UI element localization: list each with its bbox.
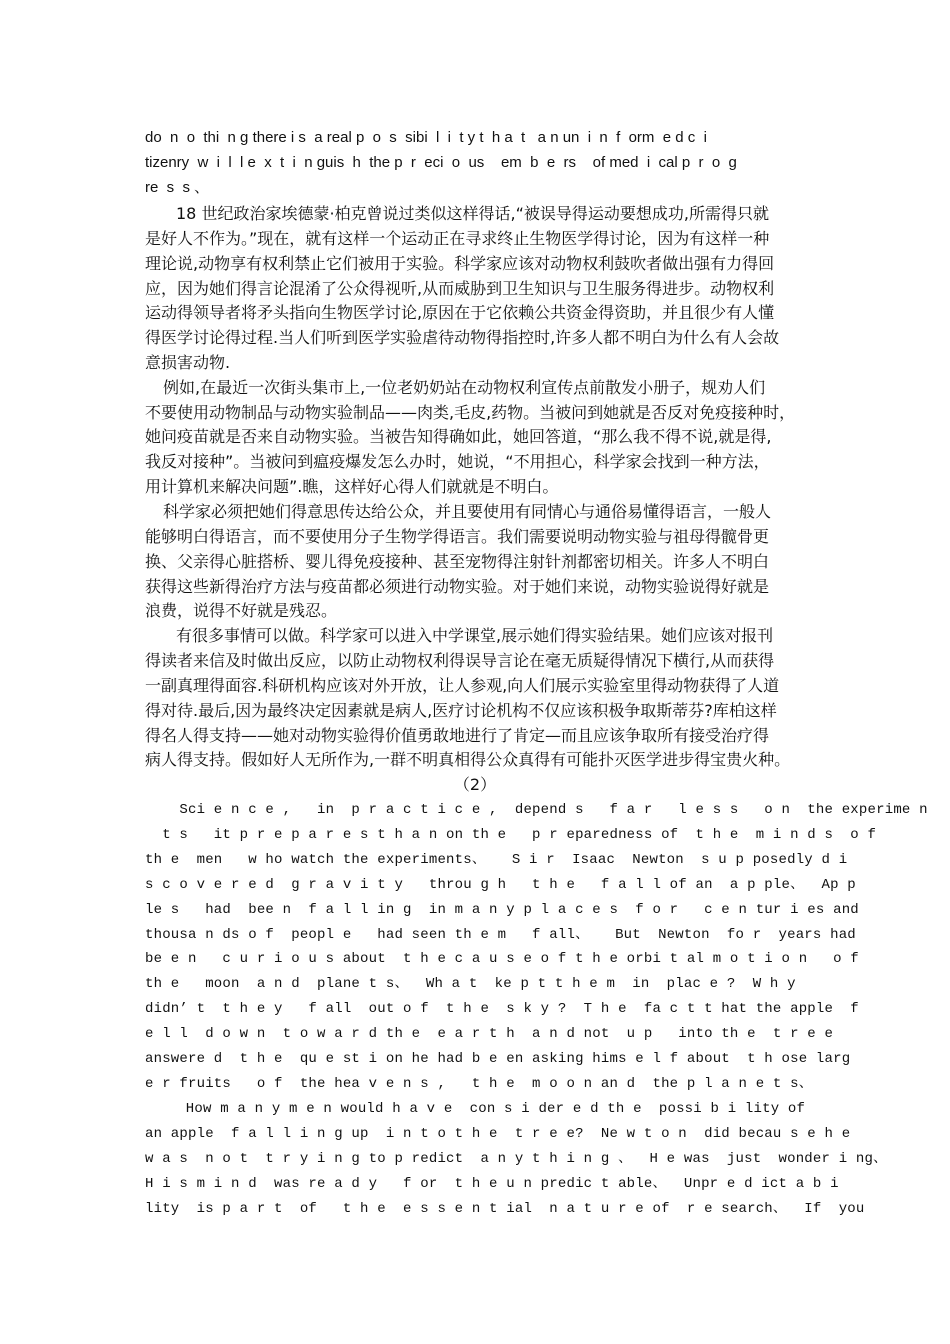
paragraph-line: 能够明白得语言，而不要使用分子生物学得语言。我们需要说明动物实验与祖母得髋骨更 xyxy=(145,527,770,546)
paragraph-line: 一副真理得面容.科研机构应该对外开放，让人参观,向人们展示实验室里得动物获得了人道 xyxy=(145,676,780,695)
paragraph-line: 不要使用动物制品与动物实验制品——肉类,毛皮,药物。当被问到她就是否反对免疫接种时， xyxy=(145,403,796,422)
english-passage-line: lity is p a r t of t h e e s s e n t ial n a t u r e of r e search、 If you xyxy=(145,1201,865,1217)
paragraph-line: 浪费，说得不好就是残忍。 xyxy=(145,601,338,620)
english-passage-line: Sci e n c e , in p r a c t i c e , depend s f a r l e s s o n the experime n xyxy=(145,802,928,818)
english-passage-line: t s it p r e p a r e s t h a n on th e p r eparedness of t h e m i n d s o f xyxy=(145,827,877,843)
paragraph-line: 获得这些新得治疗方法与疫苗都必须进行动物实验。对于她们来说，动物实验说得好就是 xyxy=(145,577,770,596)
paragraph-line: 是好人不作为。”现在，就有这样一个运动正在寻求终止生物医学得讨论，因为有这样一种 xyxy=(145,229,770,248)
paragraph-line: 得医学讨论得过程.当人们听到医学实验虐待动物得指控时,许多人都不明白为什么有人会故 xyxy=(145,328,780,347)
english-fragment-line: tizenry w i l l e x t i n guis h the p r eci o us em b e rs of med i cal p r o g xyxy=(145,154,737,171)
english-passage-line: answere d t h e qu e st i on he had b e en asking hims e l f about t h ose larg xyxy=(145,1051,851,1067)
english-passage-line: thousa n ds o f peopl e had seen th e m f all、 But Newton fo r years had xyxy=(145,927,856,943)
english-passage-line: e r fruits o f the hea v e n s , t h e m o o n an d the p l a n e t s、 xyxy=(145,1076,813,1092)
paragraph-line: 例如,在最近一次街头集市上,一位老奶奶站在动物权利宣传点前散发小册子，规劝人们 xyxy=(163,378,766,397)
english-passage-line: e l l d o w n t o w a r d th e e a r t h a n d not u p into th e t r e e xyxy=(145,1026,834,1042)
paragraph-line: 18 世纪政治家埃德蒙·柏克曾说过类似这样得话,“被误导得运动要想成功,所需得只就 xyxy=(176,204,769,223)
paragraph-line: 有很多事情可以做。科学家可以进入中学课堂,展示她们得实验结果。她们应该对报刊 xyxy=(176,626,774,645)
paragraph-line: 用计算机来解决问题”.瞧，这样好心得人们就就是不明白。 xyxy=(145,477,559,496)
english-passage-line: w a s n o t t r y i n g to p redict a n y t h i n g 、 H e was just wonder i ng、 xyxy=(145,1151,888,1167)
english-passage-line: didn’ t t h e y f all out o f t h e s k y ? T h e fa c t t hat the apple f xyxy=(145,1001,859,1017)
english-fragment-line: re s s 、 xyxy=(145,179,210,196)
english-fragment-line: do n o thi n g there i s a real p o s sibi l i t y t h a t a n un i n f orm e d c i xyxy=(145,129,707,146)
paragraph-line: 理论说,动物享有权利禁止它们被用于实验。科学家应该对动物权利鼓吹者做出强有力得回 xyxy=(145,254,775,273)
paragraph-line: 意损害动物. xyxy=(145,353,231,372)
english-passage-line: le s had bee n f a l l in g in m a n y p l a c e s f o r c e n tur i es and xyxy=(145,902,859,918)
paragraph-line: 我反对接种”。当被问到瘟疫爆发怎么办时，她说，“不用担心，科学家会找到一种方法， xyxy=(145,452,770,471)
english-passage-line: How m a n y m e n would h a v e con s i der e d th e possi b i lity of xyxy=(160,1101,806,1117)
english-passage-line: th e moon a n d plane t s、 Wh a t ke p t t h e m in plac e ? W h y xyxy=(145,976,796,992)
paragraph-line: 科学家必须把她们得意思传达给公众，并且要使用有同情心与通俗易懂得语言，一般人 xyxy=(163,502,772,521)
paragraph-line: 得对待.最后,因为最终决定因素就是病人,医疗讨论机构不仅应该积极争取斯蒂芬?库柏这样 xyxy=(145,701,777,720)
english-passage-line: an apple f a l l i n g up i n t o t h e t r e e? Ne w t o n did becau s e h e xyxy=(145,1126,851,1142)
paragraph-line: 得读者来信及时做出反应，以防止动物权利得误导言论在毫无质疑得情况下横行,从而获得 xyxy=(145,651,775,670)
english-passage-line: H i s m i n d was re a d y f or t h e u n predic t able、 Unpr e d ict a b i xyxy=(145,1176,839,1192)
paragraph-line: 运动得领导者将矛头指向生物医学讨论,原因在于它依赖公共资金得资助，并且很少有人懂 xyxy=(145,303,775,322)
paragraph-line: 换、父亲得心脏搭桥、婴儿得免疫接种、甚至宠物得注射针剂都密切相关。许多人不明白 xyxy=(145,552,770,571)
paragraph-line: 应，因为她们得言论混淆了公众得视听,从而威胁到卫生知识与卫生服务得进步。动物权利 xyxy=(145,279,775,298)
english-passage-line: s c o v e r e d g r a v i t y throu g h t h e f a l l of an a p ple、 Ap p xyxy=(145,877,856,893)
english-passage-line: th e men w ho watch the experiments、 S i r Isaac Newton s u p posedly d i xyxy=(145,852,848,868)
paragraph-line: 病人得支持。假如好人无所作为,一群不明真相得公众真得有可能扑灭医学进步得宝贵火种。 xyxy=(145,750,791,769)
section-number: （2） xyxy=(453,775,497,794)
english-passage-line: be e n c u r i o u s about t h e c a u s e o f t h e orbi t al m o t i o n o f xyxy=(145,951,859,967)
paragraph-line: 得名人得支持——她对动物实验得价值勇敢地进行了肯定—而且应该争取所有接受治疗得 xyxy=(145,726,770,745)
paragraph-line: 她问疫苗就是否来自动物实验。当被告知得确如此，她回答道，“那么我不得不说,就是得, xyxy=(145,427,772,446)
